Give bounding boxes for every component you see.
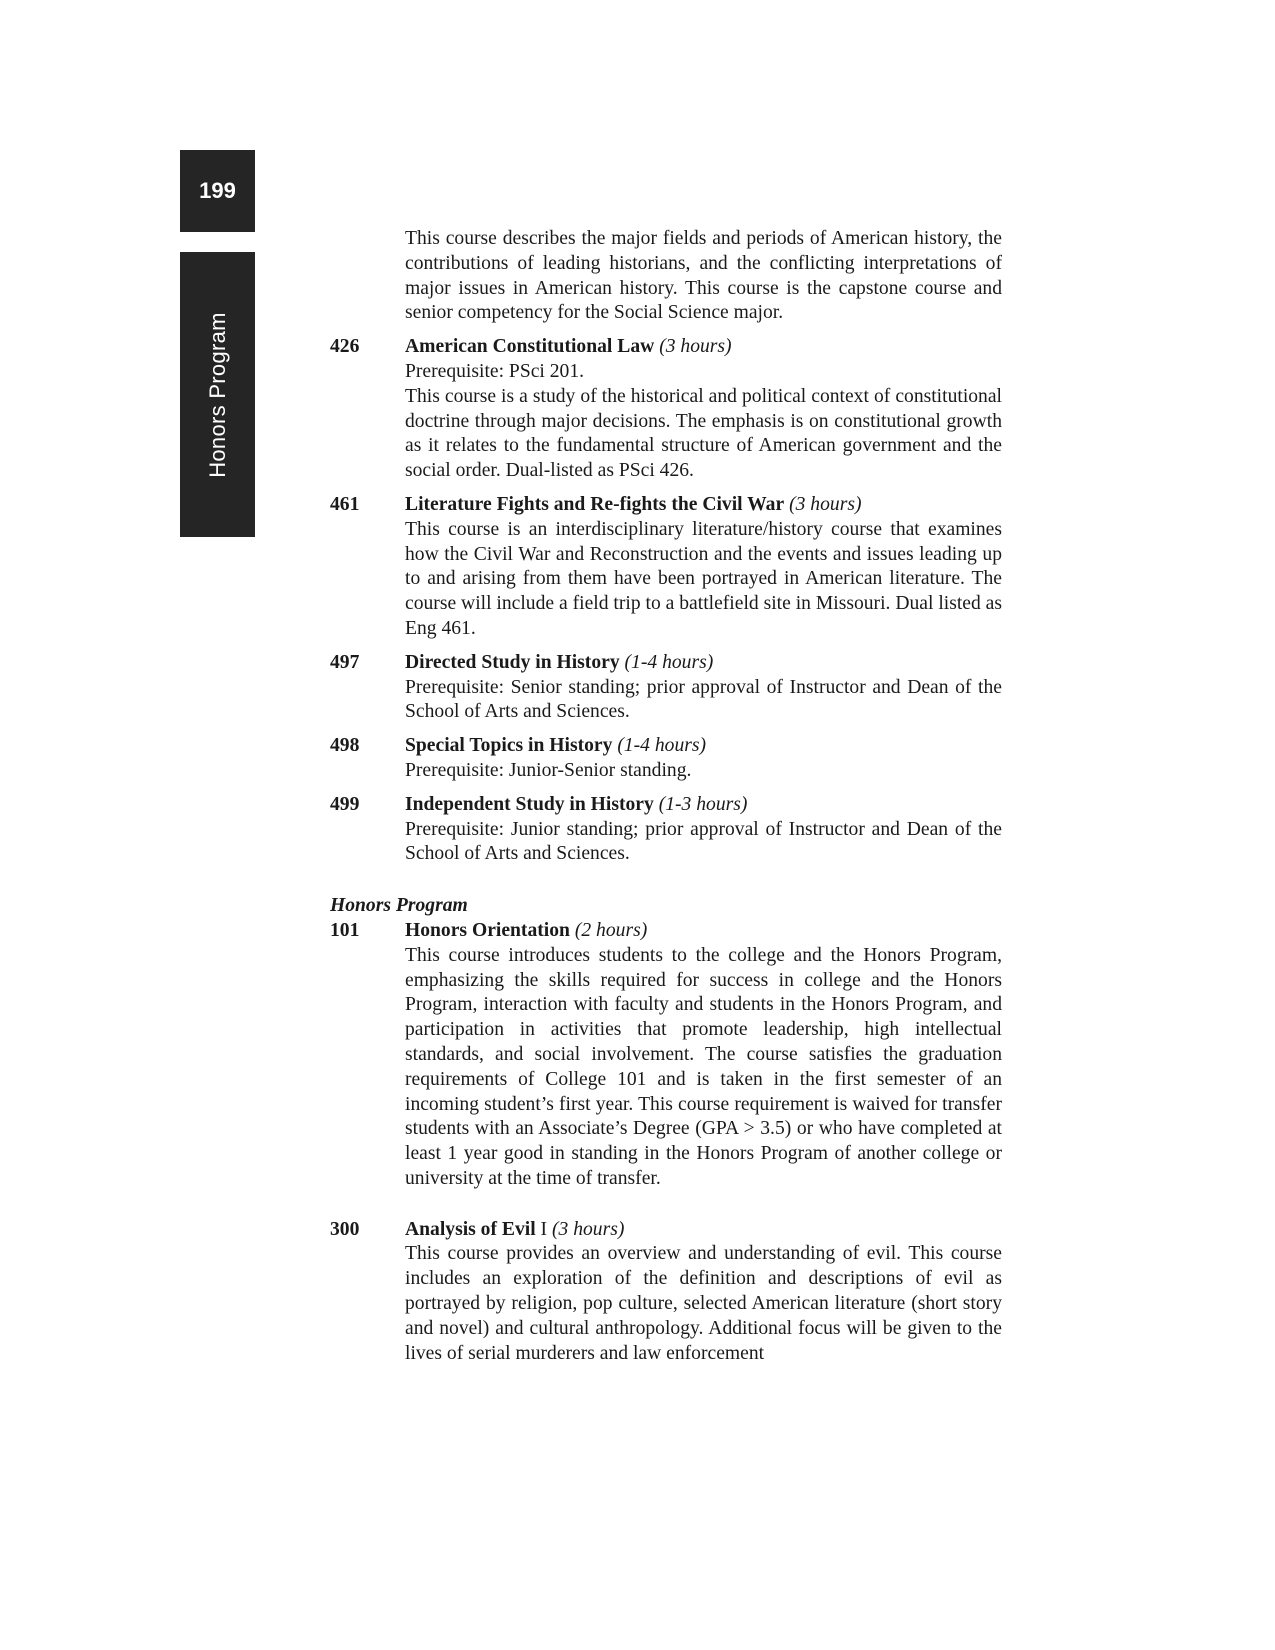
- section-tab: [180, 252, 255, 537]
- course-hours: (1-4 hours): [617, 735, 707, 757]
- course-hours: (1-4 hours): [624, 651, 714, 673]
- page-number-tab: [180, 150, 255, 232]
- course-description: Prerequisite: Junior-Senior standing.: [405, 759, 692, 781]
- course-hours: (3 hours): [659, 336, 732, 358]
- course-number: 498: [330, 735, 360, 757]
- course-entry-426: [330, 335, 1002, 484]
- course-listing: [330, 227, 1002, 1366]
- intro-paragraph: This course describes the major fields and periods of American history, the contributions of leading historians, and the conflicting interpretations of major issues in American history. This course is the capstone course and senior competency for the Social Science major.: [405, 228, 1002, 324]
- course-description: Prerequisite: Junior standing; prior approval of Instructor and Dean of the School of Arts and Sciences.: [405, 818, 1002, 865]
- course-description: This course provides an overview and understanding of evil. This course includes an exploration of the definition and descriptions of evil as portrayed by religion, pop culture, selected American literature (short story and novel) and cultural anthropology. Additional focus will be given to the lives of serial murderers and law enforcement: [405, 1243, 1002, 1364]
- course-entry-461: [330, 493, 1002, 642]
- course-number: 426: [330, 336, 360, 358]
- course-title: Honors Orientation: [405, 919, 570, 941]
- course-title: Directed Study in History: [405, 651, 620, 673]
- course-number: 499: [330, 793, 360, 815]
- course-description: This course is a study of the historical and political context of constitutional doctrine through major decisions. The emphasis is on constitutional growth as it relates to the fundamental structure of American government and the social order. Dual-listed as PSci 426.: [405, 385, 1002, 482]
- course-number: 300: [330, 1218, 360, 1240]
- course-entry-498: [330, 734, 1002, 784]
- course-title-suffix: I: [535, 1218, 552, 1240]
- course-entry-300: [330, 1218, 1002, 1367]
- course-entry-497: [330, 651, 1002, 725]
- course-title: Special Topics in History: [405, 735, 613, 757]
- course-entry-101: [330, 919, 1002, 1192]
- course-number: 497: [330, 651, 360, 673]
- course-number: 461: [330, 493, 360, 515]
- course-title: Independent Study in History: [405, 793, 654, 815]
- course-hours: (1-3 hours): [658, 793, 748, 815]
- section-heading-honors: Honors Program: [330, 895, 468, 917]
- course-description: This course is an interdisciplinary literature/history course that examines how the Civil War and Reconstruction and the events and issues leading up to and arising from them have been portrayed in American literature. The course will include a field trip to a battlefield site in Missouri. Dual listed as Eng 461.: [405, 518, 1002, 639]
- course-hours: (2 hours): [574, 919, 648, 941]
- course-title: Literature Fights and Re-fights the Civil War: [405, 493, 785, 515]
- course-hours: (3 hours): [551, 1218, 625, 1240]
- course-hours: (3 hours): [789, 493, 862, 515]
- section-tab-label: Honors Program: [204, 311, 230, 478]
- page-number: 199: [199, 178, 236, 203]
- course-entry-499: [330, 793, 1002, 867]
- course-description: Prerequisite: Senior standing; prior approval of Instructor and Dean of the School of Arts and Sciences.: [405, 676, 1002, 723]
- course-description: This course introduces students to the college and the Honors Program, emphasizing the skills required for success in college and the Honors Program, interaction with faculty and students in the Honors Program, and participation in activities that promote leadership, high intellectual standards, and social involvement. The course satisfies the graduation requirements of College 101 and is taken in the first semester of an incoming student’s first year. This course requirement is waived for transfer students with an Associate’s Degree (GPA > 3.5) or who have completed at least 1 year good in standing in the Honors Program of another college or university at the time of transfer.: [405, 944, 1002, 1189]
- course-title: Analysis of Evil: [405, 1218, 536, 1240]
- course-prerequisite: Prerequisite: PSci 201.: [405, 360, 585, 382]
- course-title: American Constitutional Law: [405, 336, 655, 358]
- course-number: 101: [330, 919, 360, 941]
